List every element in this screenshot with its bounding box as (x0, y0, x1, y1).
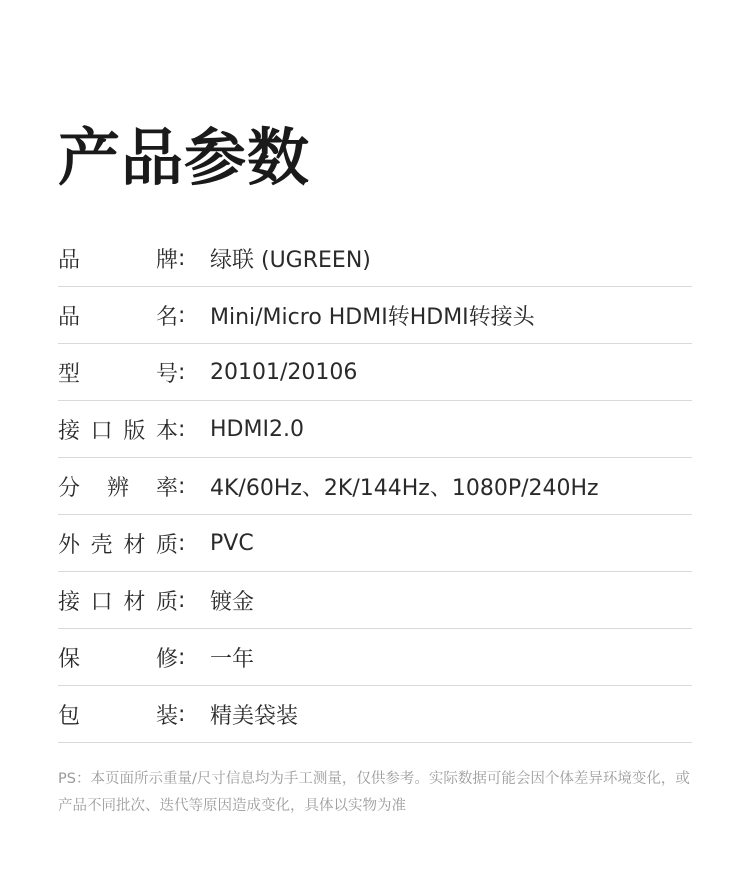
spec-label: 分辨率 (58, 475, 178, 501)
spec-value: 20101/20106 (210, 359, 358, 385)
spec-row-warranty (58, 629, 692, 686)
spec-value: 4K/60Hz、2K/144Hz、1080P/240Hz (210, 475, 599, 501)
spec-row-model (58, 344, 692, 401)
page-title: 产品参数 (58, 121, 311, 194)
spec-row-product-name (58, 287, 692, 344)
spec-label: 接口材质 (58, 589, 178, 615)
spec-value: 镀金 (210, 589, 255, 615)
spec-row-resolution (58, 458, 692, 515)
spec-value: Mini/Micro HDMI转HDMI转接头 (210, 304, 535, 330)
spec-label: 品牌 (58, 247, 178, 273)
spec-label: 包装 (58, 703, 178, 729)
spec-label: 接口版本 (58, 418, 178, 444)
spec-value: 精美袋装 (210, 703, 299, 729)
spec-row-shell-material (58, 515, 692, 572)
spec-value: PVC (210, 530, 254, 556)
spec-colon: : (178, 530, 186, 556)
spec-row-packaging (58, 686, 692, 743)
disclaimer-note: PS：本页面所示重量/尺寸信息均为手工测量，仅供参考。实际数据可能会因个体差异环境变化，或产品不同批次、迭代等原因造成变化，具体以实物为准 (58, 771, 690, 814)
spec-row-connector-material (58, 572, 692, 629)
spec-value: HDMI2.0 (210, 416, 304, 442)
spec-colon: : (178, 416, 186, 442)
spec-row-interface-version (58, 401, 692, 458)
spec-colon: : (178, 701, 186, 727)
spec-value: 一年 (210, 646, 255, 672)
spec-colon: : (178, 302, 186, 328)
spec-value: 绿联 (UGREEN) (210, 247, 371, 273)
spec-colon: : (178, 245, 186, 271)
spec-colon: : (178, 644, 186, 670)
spec-label: 外壳材质 (58, 532, 178, 558)
spec-label: 品名 (58, 304, 178, 330)
spec-label: 保修 (58, 646, 178, 672)
spec-row-brand (58, 230, 692, 287)
spec-colon: : (178, 359, 186, 385)
spec-colon: : (178, 587, 186, 613)
spec-table (58, 230, 692, 743)
spec-label: 型号 (58, 361, 178, 387)
spec-colon: : (178, 473, 186, 499)
